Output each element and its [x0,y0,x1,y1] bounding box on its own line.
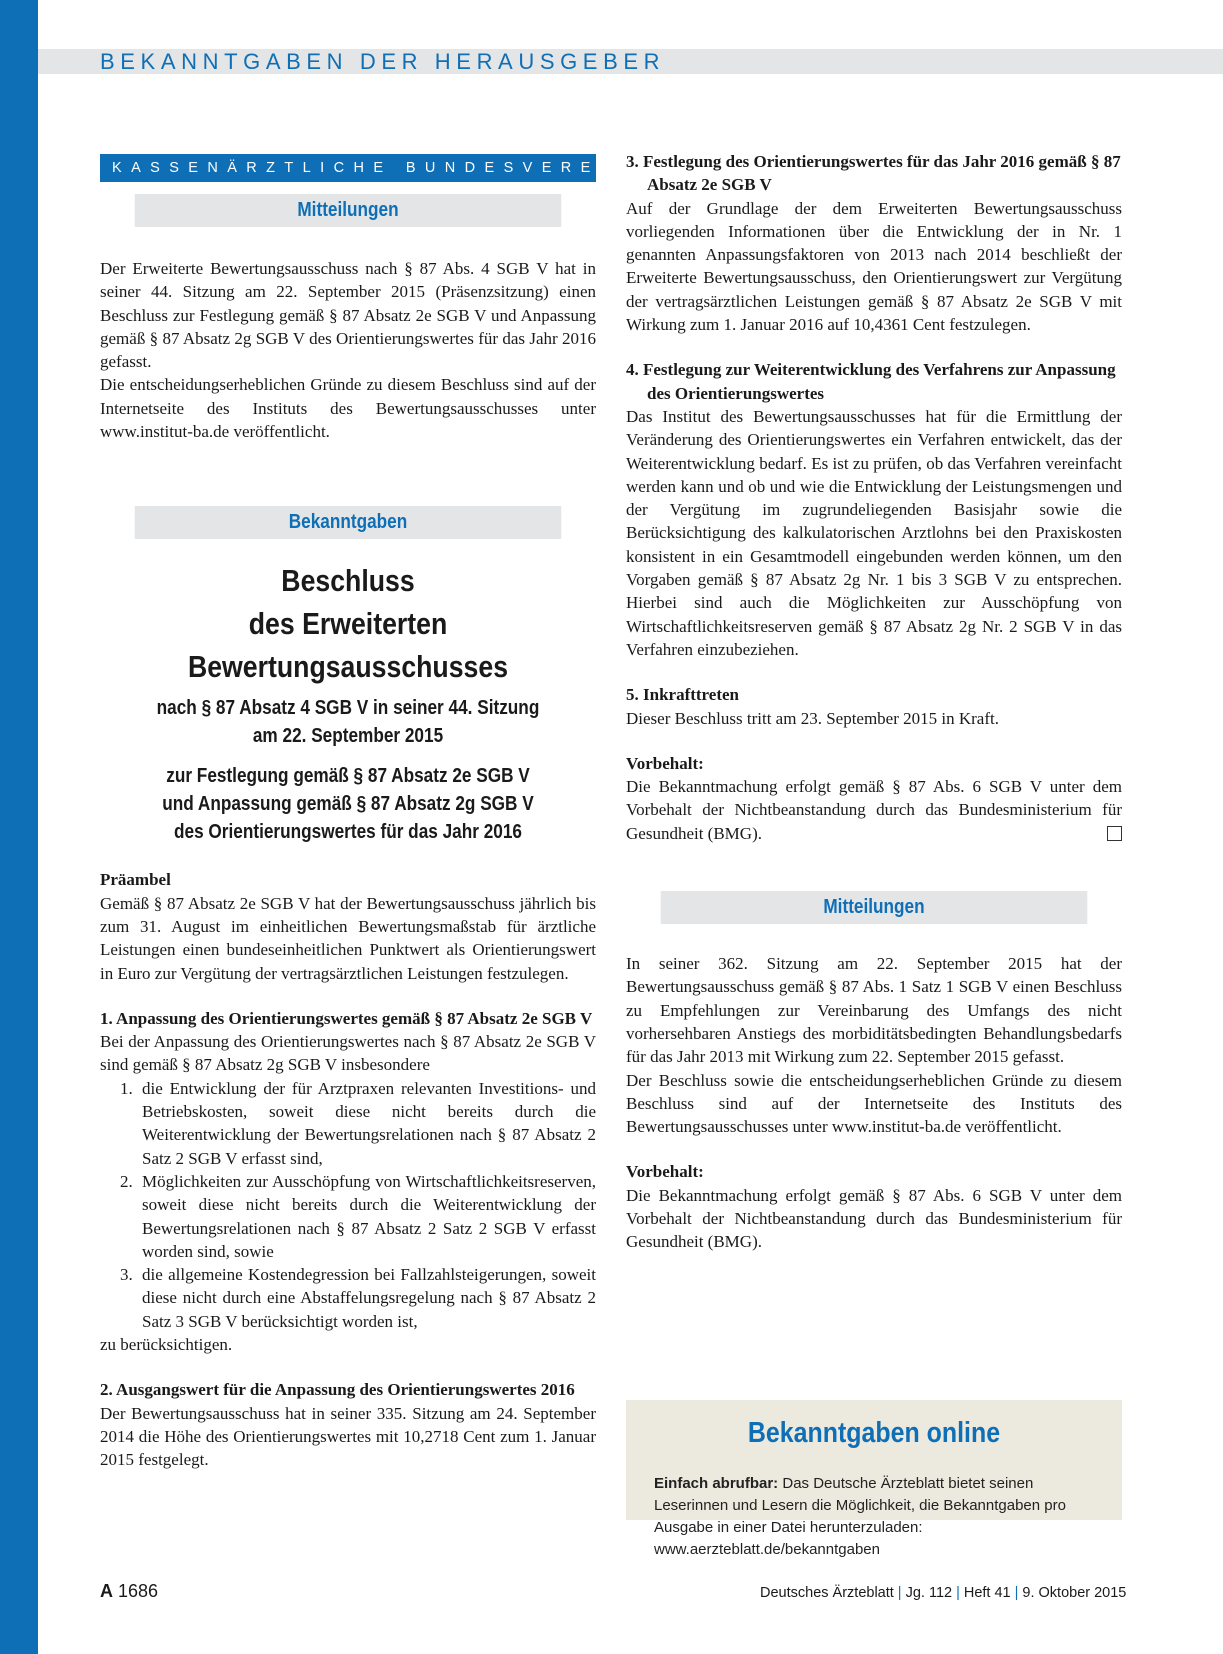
list-item-text: die allgemeine Kostendegression bei Fallzahlsteigerungen, soweit diese nicht durch eine Abstaffelungsregelung nach § 87 Absatz 2 Satz 3 SGB V berücksichtigt worden ist, [142,1265,596,1331]
separator: | [897,1585,902,1601]
left-color-bar [0,0,38,1654]
section-3-heading: 3. Festlegung des Orientierungswertes für das Jahr 2016 gemäß § 87 Absatz 2e SGB V [626,152,1121,195]
decision-title-line-1: Beschluss [281,563,415,599]
list-item-number: 2. [120,1171,133,1191]
decision-subtitle-line-1: nach § 87 Absatz 4 SGB V in seiner 44. Sitzung [156,697,540,720]
publication-info [760,1583,1127,1603]
issue: Heft 41 [963,1585,1011,1601]
vorbehalt-text [626,775,1122,845]
section-header-title: BEKANNTGABEN DER HERAUSGEBER [100,49,666,74]
vorbehalt-text-content: Die Bekanntmachung erfolgt gemäß § 87 Abs. 6 SGB V unter dem Vorbehalt der Nichtbeanstandung durch das Bundesministerium für Gesundheit (BMG). [626,777,1122,843]
mitteilungen-paragraph-1: Der Erweiterte Bewertungsausschuss nach § 87 Abs. 4 SGB V hat in seiner 44. Sitzung am 22. September 2015 (Präsenzsitzung) einen Beschluss zur Festlegung gemäß § 87 Absatz 2e SGB V und Anpassung gemäß § 87 Absatz 2g SGB V des Orientierungswertes für das Jahr 2016 gefasst. [100,259,596,372]
mitteilungen-paragraph-2: Die entscheidungserheblichen Gründe zu diesem Beschluss sind auf der Internetseite des Instituts des Bewertungsausschusses unter www.institut-ba.de veröffentlicht. [100,375,596,442]
list-item [100,1170,596,1263]
bekanntgaben-online-box [626,1400,1122,1558]
end-of-article-icon [1107,826,1122,841]
vorbehalt-2-heading: Vorbehalt: [626,1162,704,1182]
list-item-number: 1. [120,1078,133,1098]
separator: | [1014,1585,1019,1601]
decision-subject-line-1: zur Festlegung gemäß § 87 Absatz 2e SGB V [166,765,530,788]
list-item-text: Möglichkeiten zur Ausschöpfung von Wirtschaftlichkeitsreserven, soweit diese nicht bereits durch die Weiterentwicklung der Bewertungsrelationen nach § 87 Absatz 2 Satz 2 SGB V erfasst worden sind, sowie [142,1171,596,1261]
bekanntgaben-heading: Bekanntgaben [135,506,562,539]
section-3-text: Auf der Grundlage der dem Erweiterten Bewertungsausschuss vorliegenden Informationen über die Entwicklung der in Nr. 1 genannten Anpassungsfaktoren von 2013 nach 2014 beschließt der Erweiterte Bewertungsausschuss, den Orientierungswert zur Vergütung der vertragsärztlichen Leistungen gemäß § 87 Absatz 2e SGB V mit Wirkung zum 1. Januar 2016 auf 10,4361 Cent festzulegen. [626,198,1122,335]
mitteilungen-heading: Mitteilungen [135,194,562,227]
online-box-title: Bekanntgaben online [747,1417,1001,1449]
decision-title-line-2: des Erweiterten Bewertungsausschusses [187,606,509,685]
issue-date: 9. Oktober 2015 [1022,1585,1127,1601]
page-number [100,1579,158,1603]
mitteilungen-right-paragraph-1: In seiner 362. Sitzung am 22. September 2015 hat der Bewertungsausschuss gemäß § 87 Abs. 1 Satz 1 SGB V einen Beschluss zu Empfehlungen zur Vereinbarung des Umfangs des nicht vorhersehbaren Anstiegs des morbiditätsbedingten Behandlungsbedarfs für das Jahr 2013 mit Wirkung zum 22. September 2015 gefasst. [626,954,1122,1067]
section-2-text: Der Bewertungsausschuss hat in seiner 335. Sitzung am 24. September 2014 die Höhe des Orientierungswertes mit 10,2718 Cent zum 1. Januar 2015 festgelegt. [100,1403,596,1470]
praeambel-text: Gemäß § 87 Absatz 2e SGB V hat der Bewertungsausschuss jährlich bis zum 31. August im einheitlichen Bewertungsmaßstab für ärztliche Leistungen einen bundeseinheitlichen Punktwert als Orientierungswert in Euro zur Vergütung der vertragsärztlichen Leistungen festzulegen. [100,893,596,983]
section-1-heading: 1. Anpassung des Orientierungswertes gemäß § 87 Absatz 2e SGB V [100,1008,593,1028]
decision-subject-line-3: des Orientierungswertes für das Jahr 2016 [174,821,522,844]
section-5-heading: 5. Inkrafttreten [626,685,739,705]
organization-bar: KASSENÄRZTLICHE BUNDESVEREINIGUNG [100,154,596,182]
decision-subtitle-line-2: am 22. September 2015 [252,725,444,748]
mitteilungen-right-paragraph-2: Der Beschluss sowie die entscheidungserheblichen Gründe zu diesem Beschluss sind auf der Internetseite des Instituts des Bewertungsausschusses unter www.institut-ba.de veröffentlicht. [626,1070,1122,1137]
online-box-text [654,1473,1104,1561]
page-number-value: 1686 [118,1581,159,1601]
volume: Jg. 112 [905,1585,953,1601]
list-item [100,1263,596,1333]
section-5-text: Dieser Beschluss tritt am 23. September 2015 in Kraft. [626,708,999,728]
journal-name: Deutsches Ärzteblatt [760,1585,894,1601]
list-item [100,1077,596,1170]
vorbehalt-heading: Vorbehalt: [626,753,704,773]
online-box-lead: Einfach abrufbar: [654,1475,779,1492]
section-2-heading: 2. Ausgangswert für die Anpassung des Orientierungswertes 2016 [100,1380,575,1400]
list-item-text: die Entwicklung der für Arztpraxen relevanten Investitions- und Betriebskosten, soweit diese nicht bereits durch die Weiterentwicklung der Bewertungsrelationen nach § 87 Absatz 2 Satz 2 SGB V erfasst sind, [142,1078,596,1168]
right-column [626,150,1122,1254]
section-4-heading: 4. Festlegung zur Weiterentwicklung des Verfahrens zur Anpassung des Orientierungswertes [626,360,1116,403]
section-1-intro: Bei der Anpassung des Orientierungswertes nach § 87 Absatz 2e SGB V sind gemäß § 87 Absatz 2g SGB V insbesondere [100,1032,596,1075]
decision-subject-line-2: und Anpassung gemäß § 87 Absatz 2g SGB V [162,793,534,816]
section-4-text: Das Institut des Bewertungsausschusses hat für die Ermittlung der Veränderung des Orientierungswertes ein Verfahren entwickelt, das der Weiterentwicklung bedarf. Es ist zu prüfen, ob das Verfahren vereinfacht werden kann und ob und wie die Entwicklung der Leistungsmengen und der Vergütung im zugrundeliegenden Basisjahr sowie die Berücksichtigung des kalkulatorischen Arztlohns bei den Praxiskosten konsistent in ein Gesamtmodell eingebunden werden können, um den Vorgaben gemäß § 87 Absatz 2g Nr. 1 bis 3 SGB V zu entsprechen. Hierbei sind auch die Möglichkeiten zur Ausschöpfung von Wirtschaftlichkeitsreserven gemäß § 87 Absatz 2g Nr. 2 SGB V in das Verfahren einzubeziehen. [626,406,1122,659]
vorbehalt-2-text: Die Bekanntmachung erfolgt gemäß § 87 Abs. 6 SGB V unter dem Vorbehalt der Nichtbeanstandung durch das Bundesministerium für Gesundheit (BMG). [626,1185,1122,1252]
page-prefix: A [100,1581,113,1601]
section-1-outro: zu berücksichtigen. [100,1335,233,1355]
mitteilungen-heading-right: Mitteilungen [661,891,1088,924]
list-item-number: 3. [120,1265,133,1285]
praeambel-heading: Präambel [100,870,171,890]
separator: | [956,1585,960,1601]
online-box-body: Das Deutsche Ärzteblatt bietet seinen Leserinnen und Lesern die Möglichkeit, die Bekanntgaben pro Ausgabe in einer Datei herunterzuladen: www.aerzteblatt.de/bekanntgaben [654,1475,1066,1558]
section-1-list [100,1077,596,1333]
